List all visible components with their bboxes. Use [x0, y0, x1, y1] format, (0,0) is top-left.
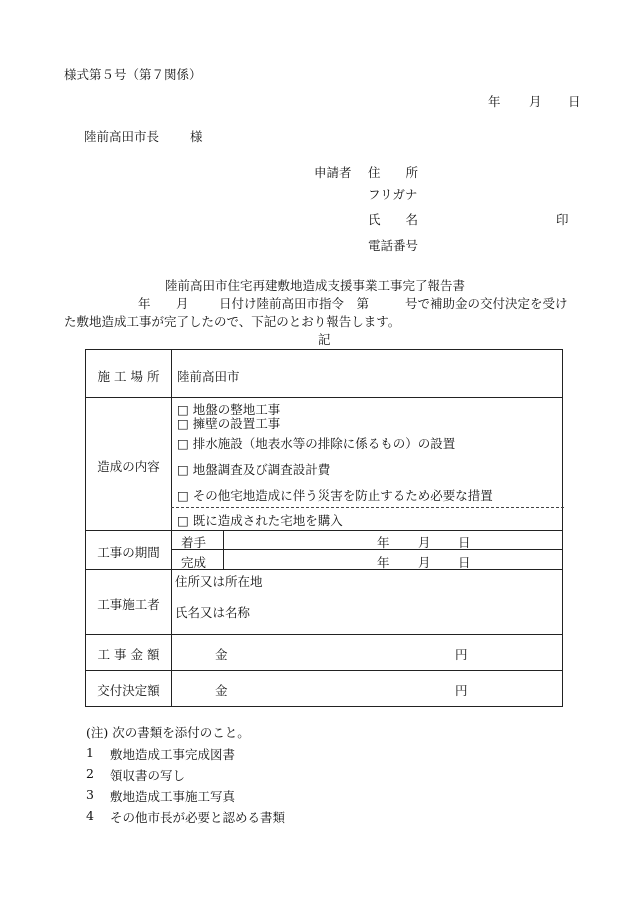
content-item: □ 地盤の整地工事 [177, 402, 281, 417]
date-month-label: 月 [529, 94, 542, 109]
form-number: 様式第５号（第７関係） [64, 67, 202, 82]
note-text: 敷地造成工事完成図書 [110, 747, 236, 762]
content-dashed-divider [171, 507, 564, 508]
note-number: 1 [86, 745, 94, 760]
start-year-label: 年 [377, 535, 390, 550]
report-table [85, 349, 563, 707]
end-label: 完成 [181, 555, 207, 570]
row-divider [86, 397, 562, 398]
period-subrow-divider [171, 549, 562, 550]
content-item: □ 地盤調査及び調査設計費 [177, 462, 331, 477]
start-label: 着手 [181, 535, 207, 550]
row-divider [86, 530, 562, 531]
content-item: □ 既に造成された宅地を購入 [177, 513, 343, 528]
cost-label: 工 事 金 額 [97, 647, 160, 662]
name-label: 氏 名 [368, 212, 419, 227]
content-item: □ その他宅地造成に伴う災害を防止するため必要な措置 [177, 488, 493, 503]
content-label: 造成の内容 [97, 459, 160, 474]
decision-yen: 円 [455, 683, 468, 698]
note-text: 領収書の写し [110, 768, 186, 783]
content-item: □ 擁壁の設置工事 [177, 416, 281, 431]
cost-yen: 円 [455, 647, 468, 662]
furigana-label: フリガナ [368, 187, 418, 202]
addressee-name: 陸前高田市長 [84, 129, 160, 144]
end-day-label: 日 [458, 555, 471, 570]
note-text: その他市長が必要と認める書類 [110, 810, 286, 825]
para-line2: た敷地造成工事が完了したので、下記のとおり報告します。 [64, 314, 401, 329]
seal-mark: 印 [556, 212, 569, 227]
para-month: 月 [176, 296, 189, 311]
cost-kin: 金 [215, 647, 228, 662]
note-number: 2 [86, 766, 94, 781]
period-subcol-divider [223, 530, 224, 569]
phone-label: 電話番号 [368, 238, 419, 253]
period-label: 工事の期間 [97, 545, 160, 560]
document-title: 陸前高田市住宅再建敷地造成支援事業工事完了報告書 [165, 278, 466, 293]
para-year: 年 [138, 296, 151, 311]
contractor-label: 工事施工者 [97, 597, 160, 612]
decision-kin: 金 [215, 683, 228, 698]
notes-heading: (注) 次の書類を添付のこと。 [86, 725, 250, 740]
content-item: □ 排水施設（地表水等の排除に係るもの）の設置 [177, 436, 456, 451]
row-divider [86, 670, 562, 671]
location-value: 陸前高田市 [177, 369, 240, 384]
table-column-divider [171, 350, 172, 706]
row-divider [86, 569, 562, 570]
row-divider [86, 634, 562, 635]
start-month-label: 月 [418, 535, 431, 550]
start-day-label: 日 [458, 535, 471, 550]
para-mid: 日付け陸前高田市指令 第 [219, 296, 370, 311]
addressee-honorific: 様 [190, 129, 203, 144]
contractor-name-label: 氏名又は名称 [175, 605, 251, 620]
note-text: 敷地造成工事施工写真 [110, 789, 236, 804]
note-number: 4 [86, 808, 94, 823]
ki-mark: 記 [318, 332, 331, 347]
note-number: 3 [86, 787, 94, 802]
address-label: 住 所 [368, 165, 419, 180]
applicant-label: 申請者 [314, 165, 352, 180]
end-month-label: 月 [418, 555, 431, 570]
contractor-address-label: 住所又は所在地 [175, 574, 263, 589]
para-tail: 号で補助金の交付決定を受け [405, 296, 568, 311]
decision-label: 交付決定額 [97, 683, 160, 698]
location-label: 施 工 場 所 [97, 369, 160, 384]
end-year-label: 年 [377, 555, 390, 570]
date-year-label: 年 [488, 94, 501, 109]
date-day-label: 日 [568, 94, 581, 109]
